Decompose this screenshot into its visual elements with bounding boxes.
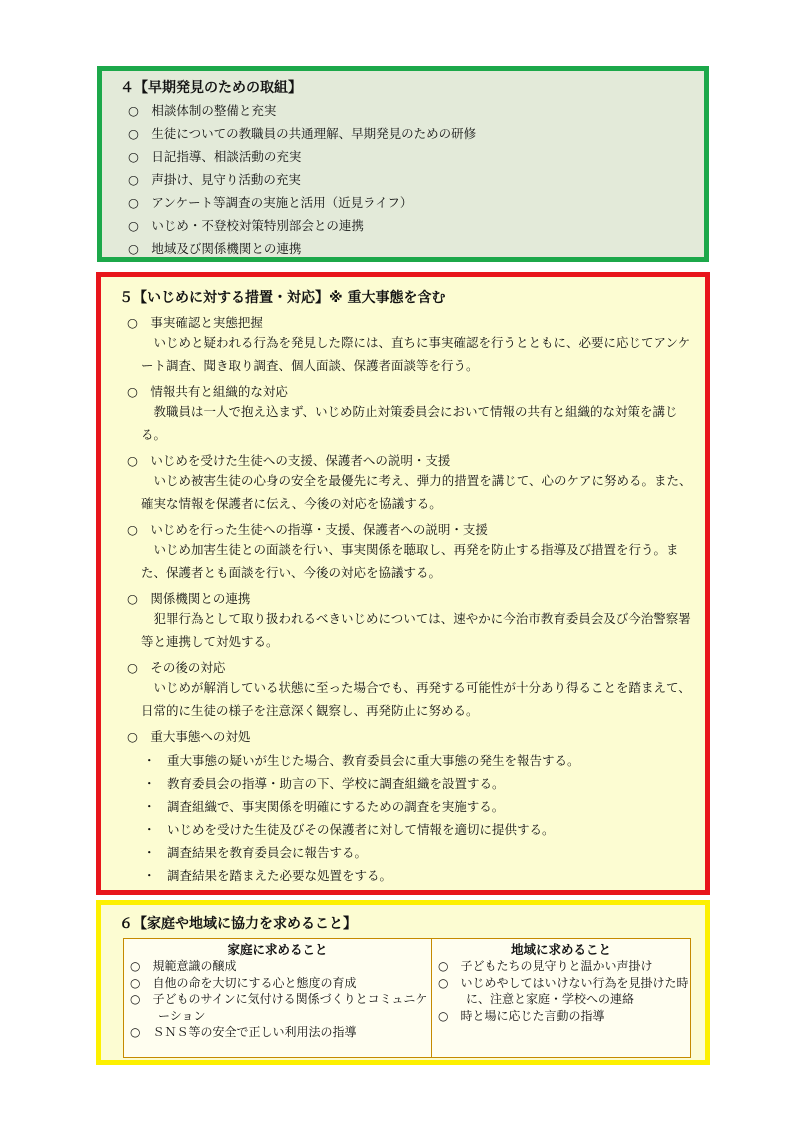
section-5-box	[96, 272, 710, 895]
block-body: いじめ加害生徒との面談を行い、事実関係を聴取し、再発を防止する指導及び措置を行う。また、保護者とも面談を行い、今後の対応を協議する。	[141, 542, 679, 580]
list-item: ○ 子どものサインに気付ける関係づくりとコミュニケーション	[130, 992, 428, 1023]
list-item: ・ 教育委員会の指導・助言の下、学校に調査組織を設置する。	[143, 776, 505, 791]
block-heading: ○ 関係機関との連携	[127, 591, 251, 606]
list-item: ・ 重大事態の疑いが生じた場合、教育委員会に重大事態の発生を報告する。	[143, 753, 580, 768]
list-item: ○ ＳＮＳ等の安全で正しい利用法の指導	[130, 1025, 357, 1039]
home-column	[124, 939, 432, 1057]
list-item: ・ 調査組織で、事実関係を明確にするための調査を実施する。	[143, 799, 505, 814]
list-item: ○ 地域及び関係機関との連携	[128, 241, 302, 256]
list-item: ○ 時と場に応じた言動の指導	[438, 1008, 605, 1023]
serious-heading: ○ 重大事態への対処	[127, 729, 251, 744]
section-4-box	[97, 66, 709, 262]
block-heading: ○ その後の対応	[127, 660, 226, 675]
section-6-box	[96, 900, 710, 1065]
home-list	[124, 958, 431, 1041]
area-list	[432, 958, 690, 1024]
block-body: 犯罪行為として取り扱われるべきいじめについては、速やかに今治市教育委員会及び今治警察署等と連携して対処する。	[141, 611, 691, 649]
list-item: ○ 相談体制の整備と充実	[128, 103, 277, 118]
list-item: ○ 声掛け、見守り活動の充実	[128, 172, 301, 187]
block-heading: ○ 事実確認と実態把握	[127, 315, 263, 330]
list-item: ・ 調査結果を教育委員会に報告する。	[143, 845, 368, 860]
area-column	[432, 939, 690, 1057]
block-heading: ○ 情報共有と組織的な対応	[127, 384, 288, 399]
block-body: いじめと疑われる行為を発見した際には、直ちに事実確認を行うとともに、必要に応じてアンケート調査、聞き取り調査、個人面談、保護者面談等を行う。	[141, 335, 691, 373]
section-6-title: ６【家庭や地域に協力を求めること】	[119, 916, 357, 932]
home-column-header: 家庭に求めること	[227, 942, 328, 957]
block-heading: ○ いじめを行った生徒への指導・支援、保護者への説明・支援	[127, 522, 488, 537]
block-body: 教職員は一人で抱え込まず、いじめ防止対策委員会において情報の共有と組織的な対策を講じる。	[141, 404, 678, 442]
block-heading: ○ いじめを受けた生徒への支援、保護者への説明・支援	[127, 453, 451, 468]
area-column-header: 地域に求めること	[510, 942, 611, 957]
list-item: ○ 生徒についての教職員の共通理解、早期発見のための研修	[128, 126, 477, 141]
list-item: ○ 規範意識の醸成	[130, 959, 237, 973]
list-item: ○ 日記指導、相談活動の充実	[128, 149, 302, 164]
list-item: ・ 調査結果を踏まえた必要な処置をする。	[143, 868, 393, 883]
block-body: いじめ被害生徒の心身の安全を最優先に考え、弾力的措置を講じて、心のケアに努める。また、確実な情報を保護者に伝え、今後の対応を協議する。	[141, 473, 692, 511]
section-5-title: ５【いじめに対する措置・対応】※ 重大事態を含む	[119, 290, 446, 306]
section-4-title: ４【早期発見のための取組】	[120, 80, 302, 96]
list-item: ○ 子どもたちの見守りと温かい声掛け	[438, 959, 653, 973]
list-item: ・ いじめを受けた生徒及びその保護者に対して情報を適切に提供する。	[143, 822, 555, 837]
list-item: ○ いじめ・不登校対策特別部会との連携	[128, 218, 364, 233]
list-item: ○ いじめやしてはいけない行為を見掛けた時に、注意と家庭・学校への連絡	[438, 975, 689, 1006]
block-body: いじめが解消している状態に至った場合でも、再発する可能性が十分あり得ることを踏まえて、日常的に生徒の様子を注意深く観察し、再発防止に努める。	[141, 680, 691, 718]
cooperation-table	[123, 938, 691, 1058]
list-item: ○ 自他の命を大切にする心と態度の育成	[130, 975, 357, 990]
list-item: ○ アンケート等調査の実施と活用（近見ライフ）	[128, 195, 413, 210]
